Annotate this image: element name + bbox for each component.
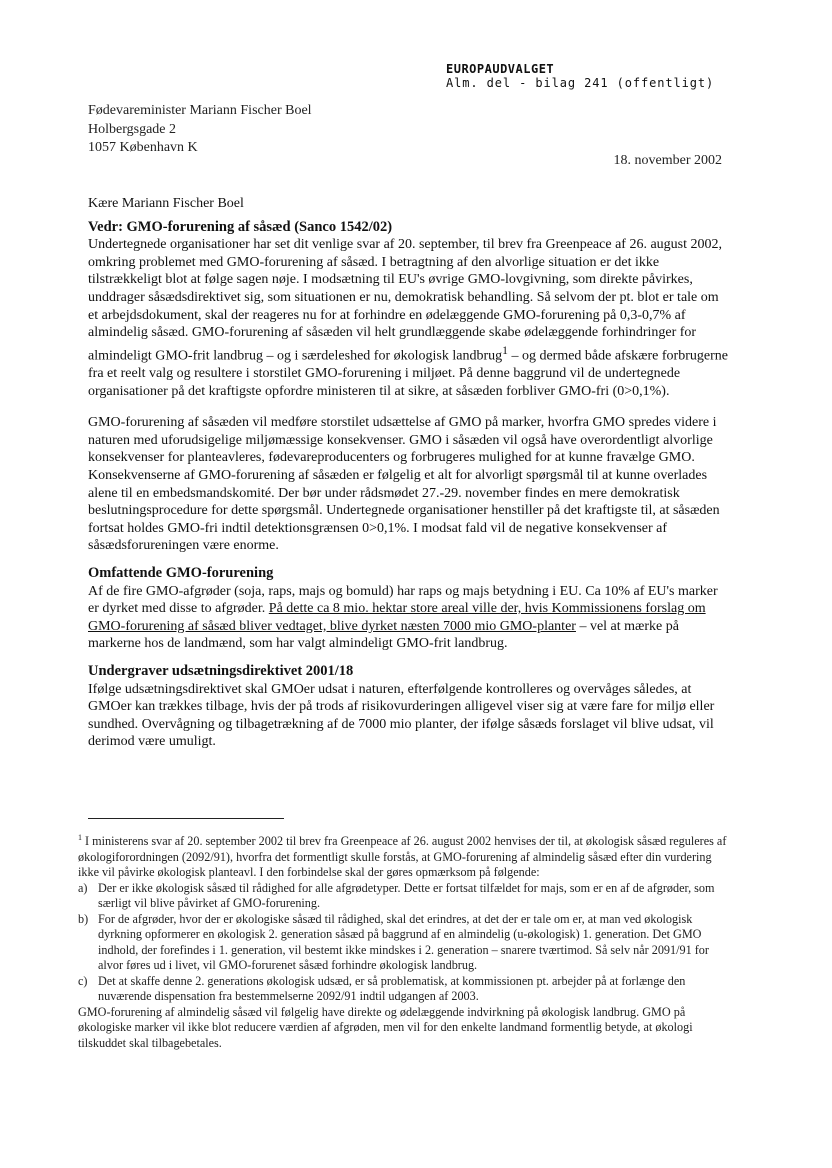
footnote-item-b bbox=[78, 912, 730, 974]
heading-extensive-pollution: Omfattende GMO-forurening bbox=[88, 564, 274, 581]
footnote-intro bbox=[78, 830, 730, 881]
paragraph-consequences: GMO-forurening af såsæden vil medføre storstilet udsættelse af GMO på marker, hvorfra GMO spredes videre i naturen med uforudsigelige miljømæssige konsekvenser. GMO i såsæden vil også have overordentligt alvorlige konsekvenser for planteavleres, fødevareproducenters og forbrugeres mulighed for at kunne fravælge GMO. Konsekvenserne af GMO-forurening af såsæden er følgelig et alt for alvorligt spørgsmål til at kunne overlades alene til en embedsmandskomité. Der bør under rådsmødet 27.-29. november findes en mere demokratisk beslutningsprocedure for dette spørgsmål. Undertegnede organisationer henstiller på det kraftigste til, at såsæden fortsat holdes GMO-fri indtil detektionsgrænsen 0>0,1%. I modsat fald vil de negative konsekvenser af såsædsforureningen være enorme. bbox=[88, 415, 720, 554]
paragraph-crops-text-cont: – vel at mærke på markerne hos de landmænd, som har valgt almindeligt GMO-frit landbrug. bbox=[88, 618, 679, 652]
footnote-item-text: Det at skaffe denne 2. generations økologisk udsæd, er så problematisk, at kommissionen pt. arbejder på at forlænge den nuværende dispensation fra bestemmelserne 2092/91 indtil udgangen af 2003. bbox=[98, 973, 686, 1004]
footnote-item-label: a) bbox=[78, 880, 88, 895]
paragraph-intro bbox=[88, 236, 728, 400]
heading-release-directive: Undergraver udsætningsdirektivet 2001/18 bbox=[88, 662, 354, 679]
recipient-address bbox=[88, 102, 312, 158]
footnote-mark: 1 bbox=[78, 833, 82, 842]
subject-line: Vedr: GMO-forurening af såsæd (Sanco 1542/02) bbox=[88, 218, 393, 235]
footnote-item-a bbox=[78, 881, 730, 912]
footnote-reference[interactable]: 1 bbox=[502, 343, 508, 357]
stamp-committee: EUROPAUDVALGET bbox=[446, 62, 555, 76]
letter-body bbox=[88, 195, 728, 751]
paragraph-intro-text-cont: – og dermed både afskære forbrugerne fra et reelt valg og resultere i storstilet GMO-forurening i miljøet. På denne baggrund vil de undertegnede organisationer på det kraftigste opfordre ministeren til at sikre, at såsæden forbliver GMO-fri (0>0,1%). bbox=[88, 348, 728, 399]
footnote-item-label: b) bbox=[78, 911, 89, 926]
footnote-item-label: c) bbox=[78, 973, 88, 988]
footnote bbox=[78, 830, 730, 1051]
footnote-item-c bbox=[78, 974, 730, 1005]
paragraph-directive: Ifølge udsætningsdirektivet skal GMOer udsat i naturen, efterfølgende kontrolleres og overvåges således, at GMOer kan trækkes tilbage, hvis der på trods af risikovurderingen alligevel viser sig at være fare for miljø eller sundhed. Overvågning og tilbagetrækning af de 7000 mio planter, der ifølge såsæds forslaget vil blive udsat, vil derimod være umuligt. bbox=[88, 681, 715, 750]
letter-date: 18. november 2002 bbox=[613, 153, 722, 168]
footnote-item-text: Der er ikke økologisk såsæd til rådighed for alle afgrødetyper. Dette er fortsat tilfældet for majs, som er en af de afgrøder, som særligt vil blive påvirket af GMO-forurening. bbox=[98, 880, 715, 911]
archive-stamp bbox=[446, 62, 714, 90]
footnote-item-text: For de afgrøder, hvor der er økologiske såsæd til rådighed, skal det erindres, at det der er tale om er, at man ved økologisk dyrkning opformerer en økologisk 2. generation såsæd på baggrund af en almindelig (u-økologisk) 1. generation. Det GMO indhold, der forefindes i 1. generation, vil bestemt ikke mindskes i 2. generation – snarere tværtimod. Så selv når 2091/91 for alvor føres ud i livet, vil GMO-forurenet såsæd forhindre økologisk landbrug. bbox=[98, 911, 709, 973]
paragraph-crops-text: Af de fire GMO-afgrøder (soja, raps, majs og bomuld) har raps og majs betydning i EU. Ca 10% af EU's marker er dyrket med disse to afgrøder. bbox=[88, 583, 718, 617]
paragraph-crops bbox=[88, 583, 728, 653]
footnote-divider bbox=[88, 818, 284, 819]
stamp-reference: Alm. del - bilag 241 (offentligt) bbox=[446, 76, 715, 90]
footnote-closing: GMO-forurening af almindelig såsæd vil følgelig have direkte og ødelæggende indvirkning på økologisk landbrug. GMO på økologiske marker vil ikke blot reducere værdien af afgrøden, men vil for den enkelte landmand formentlig betyde, at økologi tilskuddet skal tilbagebetales. bbox=[78, 1004, 693, 1050]
address-line-city: 1057 København K bbox=[88, 140, 198, 155]
salutation: Kære Mariann Fischer Boel bbox=[88, 196, 244, 211]
footnote-intro-text: I ministerens svar af 20. september 2002 til brev fra Greenpeace af 26. august 2002 henvises der til, at økologisk såsæd reguleres af økologiforordningen (2092/91), hvorfra det formentligt skulle forstås, at GMO-forurening af almindelig såsæd efter din vurdering ikke vil påvirke økologisk planteavl. I den forbindelse skal der gøres opmærksom på følgende: bbox=[78, 834, 727, 880]
address-line-name: Fødevareminister Mariann Fischer Boel bbox=[88, 103, 312, 118]
underlined-emphasis: På dette ca 8 mio. hektar store areal ville der, hvis Kommissionens forslag om GMO-forurening af såsæd bliver vedtaget, blive dyrket næsten 7000 mio GMO-planter bbox=[88, 601, 706, 634]
paragraph-intro-text: Undertegnede organisationer har set dit venlige svar af 20. september, til brev fra Greenpeace af 26. august 2002, omkring problemet med GMO-forurening af såsæd. I betragtning af den alvorlige situation er det ikke tilstrækkeligt blot at følge sagen nøje. I modsætning til EU's øvrige GMO-lovgivning, som direkte påvirkes, unddrager såsædsdirektivet sig, som situationen er nu, demokratisk behandling. Så selvom der pt. blot er tale om et arbejdsdokument, skal der reageres nu for at forhindre en ødelæggende GMO-forurening på 0,3-0,7% af almindelig såsæd. GMO-forurening af såsæden vil helt grundlæggende skabe ødelæggende forhindringer for almindeligt GMO-frit landbrug – og i særdeleshed for økologisk landbrug bbox=[88, 237, 722, 364]
address-line-street: Holbergsgade 2 bbox=[88, 121, 176, 137]
